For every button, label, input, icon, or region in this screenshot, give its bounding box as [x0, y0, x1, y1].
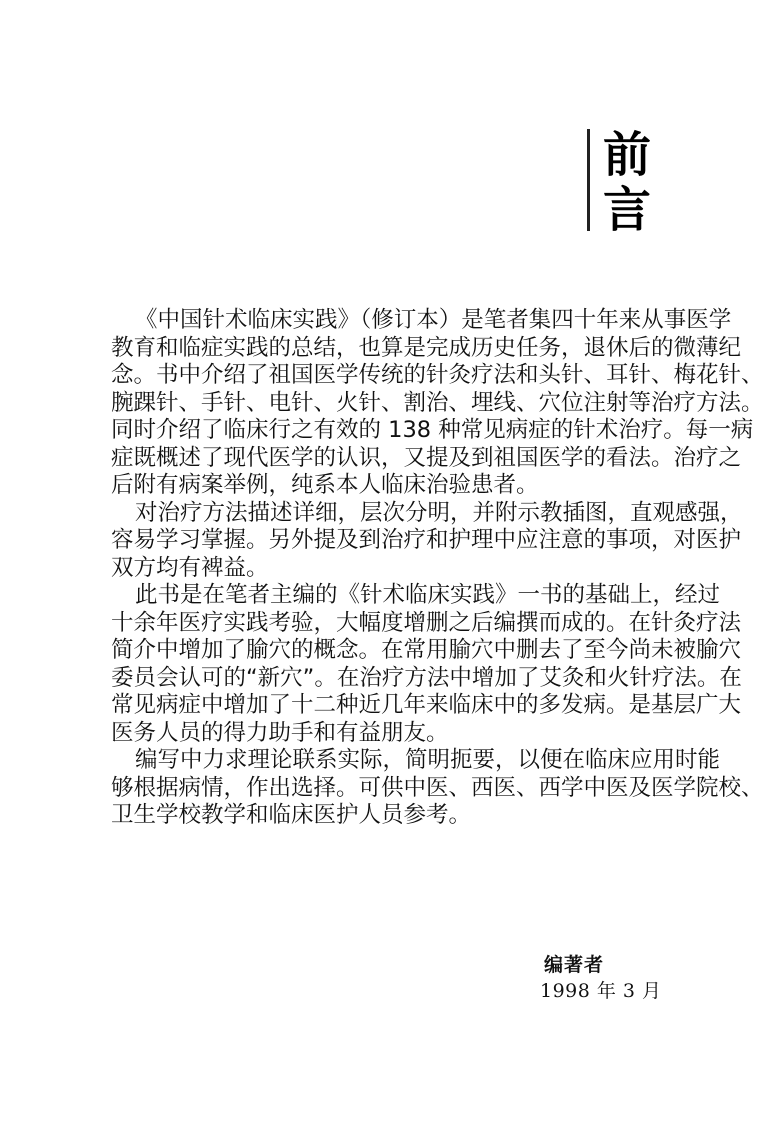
paragraph-line: 对治疗方法描述详细，层次分明，并附示教插图，直观感强，: [135, 499, 743, 526]
paragraph-line: 教育和临症实践的总结，也算是完成历史任务，退休后的微薄纪: [111, 334, 742, 361]
paragraph-line: 够根据病情，作出选择。可供中医、西医、西学中医及医学院校、: [111, 774, 764, 801]
title-divider: [587, 129, 590, 231]
preface-body: [111, 307, 764, 830]
paragraph-line: 念。书中介绍了祖国医学传统的针灸疗法和头针、耳针、梅花针、: [111, 362, 764, 388]
paragraph-line: 《中国针术临床实践》（修订本）是笔者集四十年来从事医学: [135, 307, 732, 333]
title-char: 前: [602, 127, 651, 183]
paragraph-line: 腕踝针、手针、电针、火针、割治、埋线、穴位注射等治疗方法。: [111, 389, 764, 416]
paragraph-line: 此书是在笔者主编的《针术临床实践》一书的基础上，经过: [135, 582, 721, 608]
paragraph-line: 常见病症中增加了十二种近几年来临床中的多发病。是基层广大: [111, 692, 742, 718]
paragraph-line: 简介中增加了腧穴的概念。在常用腧穴中删去了至今尚未被腧穴: [111, 637, 742, 663]
signature-author: 编著者: [544, 954, 605, 976]
paragraph-line: 双方均有裨益。: [111, 554, 269, 581]
paragraph-line: 委员会认可的“新穴”。在治疗方法中增加了艾灸和火针疗法。在: [111, 664, 742, 691]
paragraph-line: 同时介绍了临床行之有效的 138 种常见病症的针术治疗。每一病: [111, 417, 754, 443]
signature: [540, 952, 662, 1004]
page-title: [602, 128, 652, 238]
paragraph-line: 症既概述了现代医学的认识，又提及到祖国医学的看法。治疗之: [111, 444, 742, 471]
paragraph-line: 十余年医疗实践考验，大幅度增删之后编撰而成的。在针灸疗法: [111, 609, 742, 636]
paragraph-line: 卫生学校教学和临床医护人员参考。: [111, 802, 472, 828]
paragraph-line: 容易学习掌握。另外提及到治疗和护理中应注意的事项，对医护: [111, 527, 742, 553]
paragraph-line: 编写中力求理论联系实际，简明扼要，以便在临床应用时能: [135, 747, 721, 773]
signature-date: 1998 年 3 月: [540, 980, 662, 1002]
title-char: 言: [602, 182, 651, 238]
paragraph-line: 后附有病案举例，纯系本人临床治验患者。: [111, 472, 539, 498]
paragraph-line: 医务人员的得力助手和有益朋友。: [111, 719, 449, 746]
